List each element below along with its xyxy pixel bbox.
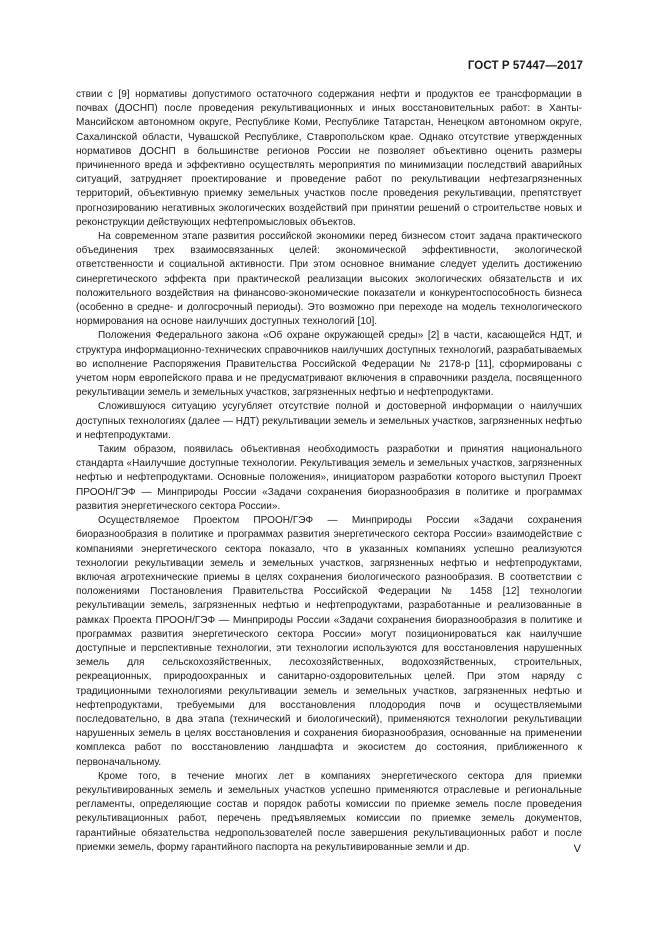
paragraph-federal-law: Положения Федерального закона «Об охране окружающей среды» [2] в части, касающейся НДТ, и структура информационно-технических справочников наилучших доступных технологий, разрабатываемых во исполнение Распоряжения Правительства Российской Федерации № 2178-р [11], сформированы с учетом норм европейского права и не предусматривают включения в справочники раздела, посвященного рекультивации земель и земельных участков, загрязненных нефтью и нефтепродуктами.	[76, 330, 582, 399]
paragraph-situation: Сложившуюся ситуацию усугубляет отсутствие полной и достоверной информации о наилучших доступных технологиях (далее — НДТ) рекультивации земель и земельных участков, загрязненных нефтью и нефтепродуктами.	[76, 401, 582, 441]
paragraph-necessity: Таким образом, появилась объективная необходимость разработки и принятия национального стандарта «Наилучшие доступные технологии. Рекультивация земель и земельных участков, загрязненных нефтью и нефтепродуктами. Основные положения», инициатором разработки которого выступил Проект ПРООН/ГЭФ — Минприроды России «Задачи сохранения биоразнообразия в политике и программах развития энергетического сектора России».	[76, 444, 582, 512]
paragraph-regulations: Кроме того, в течение многих лет в компаниях энергетического сектора для приемки рекультивированных земель и земельных участков успешно применяются отраслевые и региональные регламенты, определяющие состав и порядок работы комиссии по приемке земель после проведения рекультивационных работ, перечень предъявляемых комиссии по приемке земель документов, гарантийные обязательства недропользователей после завершения рекультивационных работ и после приемки земель, форму гарантийного паспорта на рекультивированные земли и др.	[76, 770, 582, 853]
page-body	[76, 88, 582, 855]
paragraph-economy: На современном этапе развития российской экономики перед бизнесом стоит задача практического объединения трех взаимосвязанных целей: экономической эффективности, экологической ответственности и социальной активности. При этом основное внимание следует уделить достижению синергетического эффекта при практической реализации высоких экологических обязательств и их положительного воздействия на финансово-экономические показатели и конкурентоспособность бизнеса (особенно в средне- и долгосрочный периоды). Это возможно при переходе на модель технологического нормирования на основе наилучших доступных технологий [10].	[76, 231, 582, 328]
document-header	[468, 60, 583, 72]
standard-designation: ГОСТ Р 57447—2017	[467, 60, 583, 72]
page-number: V	[573, 843, 581, 855]
paragraph-project: Осуществляемое Проектом ПРООН/ГЭФ — Минприроды России «Задачи сохранения биоразнообразия в политике и программах развития энергетического сектора России» взаимодействие с компаниями энергетического сектора показало, что в указанных компаниях успешно реализуются технологии рекультивации земель и земельных участков, загрязненных нефтью и нефтепродуктами, включая агротехнические приемы в целях сохранения биологического разнообразия. В соответствии с положениями Постановления Правительства Российской Федерации № 1458 [12] технологии рекультивации земель, загрязненных нефтью и нефтепродуктами, разработанные и реализованные в рамках Проекта ПРООН/ГЭФ — Минприроды России «Задачи сохранения биоразнообразия в политике и программах развития энергетического сектора России» могут позиционироваться как наилучшие доступные и перспективные технологии, эти технологии используются для восстановления нарушенных земель для сельскохозяйственных, лесохозяйственных, водохозяйственных, строительных, рекреационных, природоохранных и санитарно-оздоровительных целей. При этом наряду с традиционными технологиями рекультивации земель и земельных участков, загрязненных нефтью и нефтепродуктами, требуемыми для восстановления плодородия почв и осуществляемыми последовательно, в два этапа (технический и биологический), применяются технологии рекультивации нарушенных земель в целях восстановления и сохранения биоразнообразия, основанные на применении комплекса работ по восстановлению ландшафта и экосистем до состояния, приближенного к первоначальному.	[76, 515, 582, 768]
paragraph-continuation: ствии с [9] нормативы допустимого остаточного содержания нефти и продуктов ее трансформации в почвах (ДОСНП) после проведения рекультивационных и иных восстановительных работ: в Ханты-Мансийском автономном округе, Республике Коми, Республике Татарстан, Ненецком автономном округе, Сахалинской области, Чувашской Республике, Ставропольском крае. Однако отсутствие утвержденных нормативов ДОСНП в большинстве регионов России не позволяет объективно оценить размеры причиненного вреда и эффективно осуществлять мероприятия по минимизации последствий аварийных ситуаций, затрудняет проектирование и проведение работ по рекультивации нефтезагрязненных территорий, объективную приемку земельных участков после проведения рекультивации, препятствует прогнозированию негативных экологических воздействий при принятии решений о строительстве новых и реконструкции действующих нефтепромысловых объектов.	[76, 89, 582, 228]
